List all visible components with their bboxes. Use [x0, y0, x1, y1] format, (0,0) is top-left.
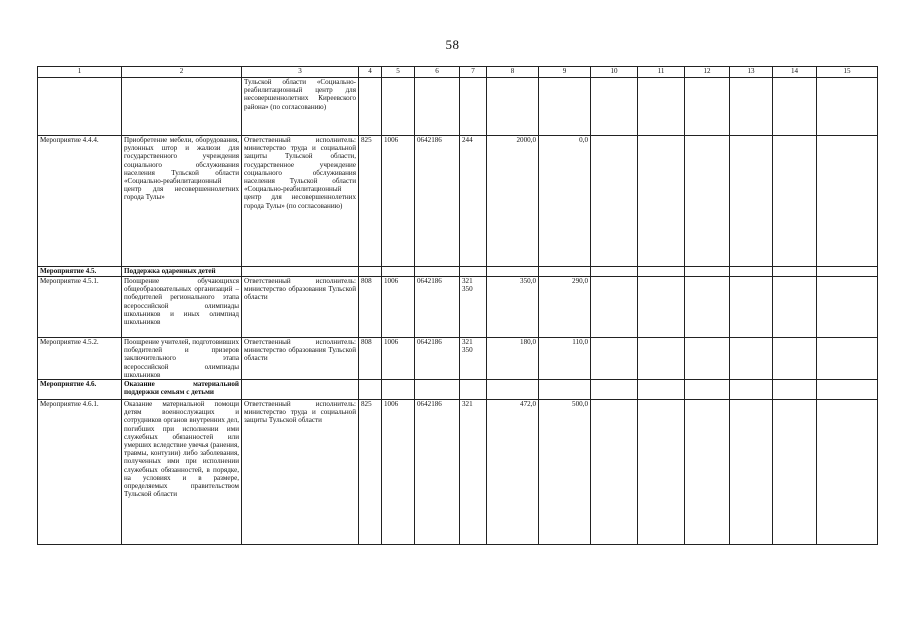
column-header: 13: [730, 67, 773, 78]
cell-grbs: [359, 78, 382, 136]
cell-grbs: 825: [359, 400, 382, 545]
cell-rzpr: 1006: [382, 277, 415, 338]
column-number-row: [38, 67, 878, 78]
activity-description: [122, 78, 242, 136]
cell-csr: 0642186: [415, 400, 460, 545]
column-header: 5: [382, 67, 415, 78]
activity-code: Мероприятие 4.5.2.: [38, 338, 122, 380]
activity-code: Мероприятие 4.6.1.: [38, 400, 122, 545]
responsible-executor: Ответственный исполнитель: министерство труда и социальной защиты Тульской области, государственное учреждение социального обслуживания населения Тульской области «Социально-реабилитационный центр для несовершеннолетних города Тулы» (по согласованию): [242, 136, 359, 267]
cell-grbs: 808: [359, 338, 382, 380]
cell-amount-2: 0,0: [539, 136, 591, 267]
table-row: [38, 400, 878, 545]
cell-amount-1: 180,0: [487, 338, 539, 380]
responsible-executor: Тульской области «Социально-реабилитационный центр для несовершеннолетних Киреевского района» (по согласованию): [242, 78, 359, 136]
column-header: 6: [415, 67, 460, 78]
column-header: 10: [591, 67, 638, 78]
responsible-executor: Ответственный исполнитель: министерство труда и социальной защиты Тульской области: [242, 400, 359, 545]
section-row: [38, 267, 878, 277]
cell-vr: 244: [460, 136, 487, 267]
activity-code: Мероприятие 4.4.4.: [38, 136, 122, 267]
cell-csr: 0642186: [415, 277, 460, 338]
cell-rzpr: 1006: [382, 338, 415, 380]
cell-amount-2: 290,0: [539, 277, 591, 338]
cell-amount-2: 110,0: [539, 338, 591, 380]
column-header: 2: [122, 67, 242, 78]
column-header: 3: [242, 67, 359, 78]
activity-description: Приобретение мебели, оборудования, рулонных штор и жалюзи для государственного учреждения социального обслуживания населения Тульской области «Социально-реабилитационный центр для несовершеннолетних города Тулы»: [122, 136, 242, 267]
cell-rzpr: 1006: [382, 136, 415, 267]
page-number: 58: [445, 37, 460, 52]
cell-vr: [460, 78, 487, 136]
responsible-executor: Ответственный исполнитель: министерство образования Тульской области: [242, 277, 359, 338]
column-header: 8: [487, 67, 539, 78]
section-code: Мероприятие 4.5.: [38, 267, 122, 277]
column-header: 4: [359, 67, 382, 78]
column-header: 1: [38, 67, 122, 78]
column-header: 15: [817, 67, 878, 78]
responsible-executor: Ответственный исполнитель: министерство образования Тульской области: [242, 338, 359, 380]
table-row: [38, 277, 878, 338]
cell-vr: 321 350: [460, 338, 487, 380]
section-title: Оказание материальной поддержки семьям с детьми: [122, 380, 242, 400]
column-header: 7: [460, 67, 487, 78]
column-header: 9: [539, 67, 591, 78]
section-code: Мероприятие 4.6.: [38, 380, 122, 400]
cell-csr: 0642186: [415, 338, 460, 380]
table-row: [38, 78, 878, 136]
cell-grbs: 808: [359, 277, 382, 338]
column-header: 12: [685, 67, 730, 78]
column-header: 11: [638, 67, 685, 78]
activity-description: Поощрение обучающихся общеобразовательных организаций – победителей регионального этапа всероссийской олимпиады школьников и иных олимпиад школьников: [122, 277, 242, 338]
cell-amount-1: 350,0: [487, 277, 539, 338]
activity-description: Поощрение учителей, подготовивших победителей и призеров заключительного этапа всероссийской олимпиады школьников: [122, 338, 242, 380]
cell-grbs: 825: [359, 136, 382, 267]
cell-amount-2: 500,0: [539, 400, 591, 545]
section-row: [38, 380, 878, 400]
column-header: 14: [773, 67, 817, 78]
cell-rzpr: [382, 78, 415, 136]
program-table: [37, 66, 878, 545]
activity-description: Оказание материальной помощи детям военнослужащих и сотрудников органов внутренних дел, погибших при исполнении ими служебных обязанностей или умерших вследствие увечья (ранения, травмы, контузии) либо заболевания, полученных ими при исполнении служебных обязанностей, в порядке, на условиях и в размере, определяемых правительством Тульской области: [122, 400, 242, 545]
table-row: [38, 338, 878, 380]
cell-rzpr: 1006: [382, 400, 415, 545]
activity-code: Мероприятие 4.5.1.: [38, 277, 122, 338]
cell-vr: 321: [460, 400, 487, 545]
cell-amount-1: 472,0: [487, 400, 539, 545]
cell-amount-1: 2000,0: [487, 136, 539, 267]
activity-code: [38, 78, 122, 136]
cell-vr: 321 350: [460, 277, 487, 338]
section-title: Поддержка одаренных детей: [122, 267, 242, 277]
cell-amount-1: [487, 78, 539, 136]
table-row: [38, 136, 878, 267]
cell-csr: 0642186: [415, 136, 460, 267]
cell-amount-2: [539, 78, 591, 136]
cell-csr: [415, 78, 460, 136]
